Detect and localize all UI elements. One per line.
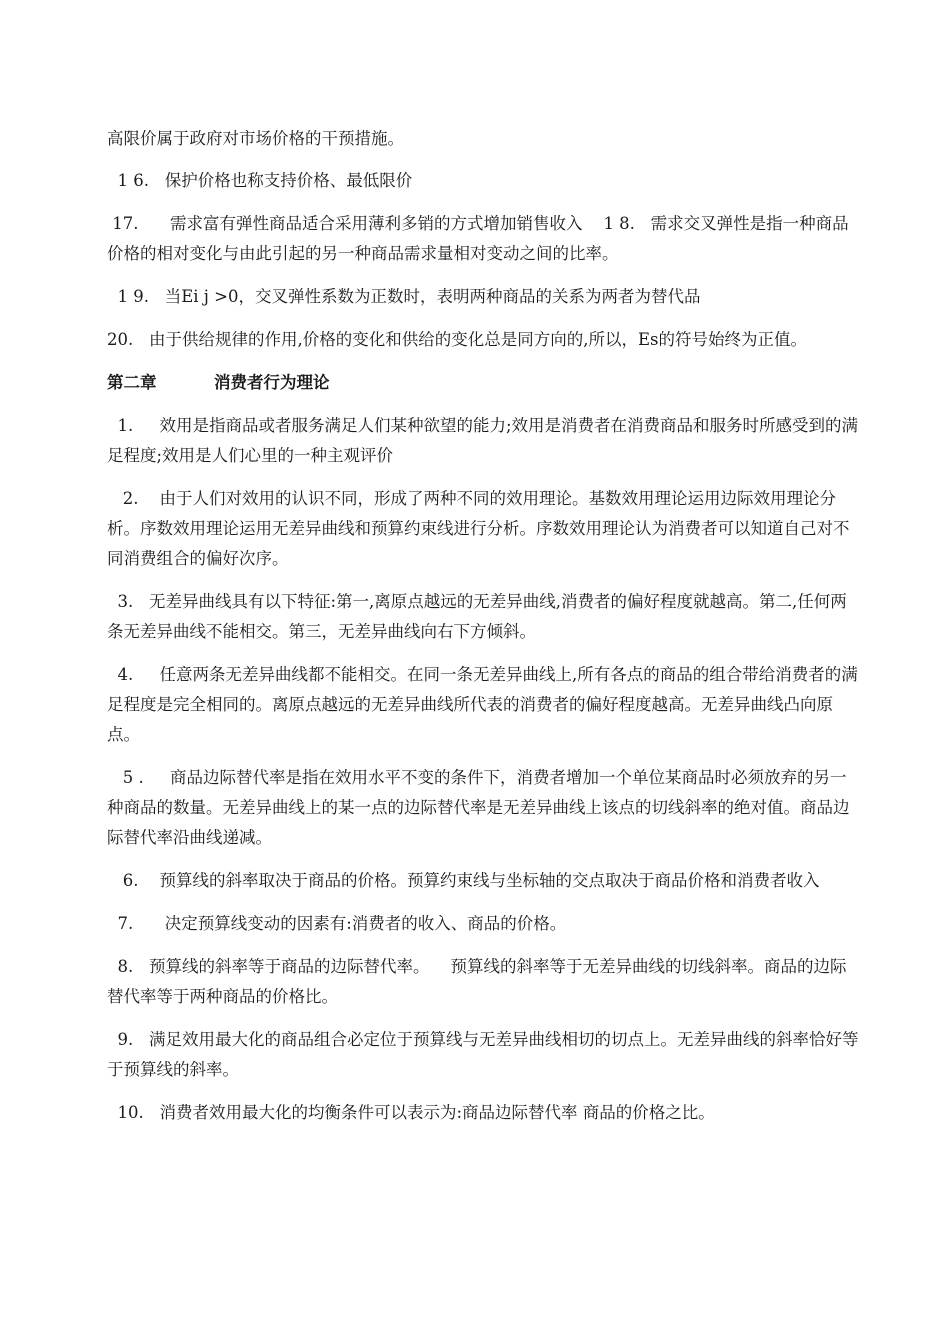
paragraph-price-ceiling: 高限价属于政府对市场价格的干预措施。 — [107, 129, 404, 148]
paragraph-ch2-7: 7. 决定预算线变动的因素有:消费者的收入、商品的价格。 — [107, 914, 567, 933]
document-body — [107, 124, 862, 1141]
paragraph-ch2-8: 8. 预算线的斜率等于商品的边际替代率。 预算线的斜率等于无差异曲线的切线斜率。商品的边际替代率等于两种商品的价格比。 — [107, 957, 847, 1006]
paragraph-ch2-3: 3. 无差异曲线具有以下特征:第一,离原点越远的无差异曲线,消费者的偏好程度就越高。第二,任何两条无差异曲线不能相交。第三，无差异曲线向右下方倾斜。 — [107, 592, 847, 641]
paragraph-20: 20. 由于供给规律的作用,价格的变化和供给的变化总是同方向的,所以，Es的符号始终为正值。 — [107, 330, 807, 349]
paragraph-17-18: 17. 需求富有弹性商品适合采用薄利多销的方式增加销售收入 1 8. 需求交叉弹性是指一种商品价格的相对变化与由此引起的另一种商品需求量相对变动之间的比率。 — [107, 214, 849, 263]
paragraph-19: 1 9. 当Ei j >0，交叉弹性系数为正数时，表明两种商品的关系为两者为替代品 — [107, 287, 701, 306]
paragraph-ch2-4: 4. 任意两条无差异曲线都不能相交。在同一条无差异曲线上,所有各点的商品的组合带给消费者的满足程度是完全相同的。离原点越远的无差异曲线所代表的消费者的偏好程度越高。无差异曲线凸向原点。 — [107, 665, 858, 744]
paragraph-ch2-1: 1. 效用是指商品或者服务满足人们某种欲望的能力;效用是消费者在消费商品和服务时所感受到的满足程度;效用是人们心里的一种主观评价 — [107, 416, 859, 465]
paragraph-ch2-9: 9. 满足效用最大化的商品组合必定位于预算线与无差异曲线相切的切点上。无差异曲线的斜率恰好等于预算线的斜率。 — [107, 1030, 859, 1079]
paragraph-ch2-2: 2. 由于人们对效用的认识不同，形成了两种不同的效用理论。基数效用理论运用边际效用理论分析。序数效用理论运用无差异曲线和预算约束线进行分析。序数效用理论认为消费者可以知道自己对不同消费组合的偏好次序。 — [107, 489, 850, 568]
paragraph-16: 1 6. 保护价格也称支持价格、最低限价 — [107, 171, 413, 190]
paragraph-ch2-10: 10. 消费者效用最大化的均衡条件可以表示为:商品边际替代率 商品的价格之比。 — [107, 1103, 715, 1122]
paragraph-ch2-6: 6. 预算线的斜率取决于商品的价格。预算约束线与坐标轴的交点取决于商品价格和消费者收入 — [107, 871, 820, 890]
paragraph-ch2-5: 5 . 商品边际替代率是指在效用水平不变的条件下，消费者增加一个单位某商品时必须放弃的另一种商品的数量。无差异曲线上的某一点的边际替代率是无差异曲线上该点的切线斜率的绝对值。商品边际替代率沿曲线递减。 — [107, 768, 850, 847]
chapter-heading: 第二章 消费者行为理论 — [107, 373, 330, 392]
